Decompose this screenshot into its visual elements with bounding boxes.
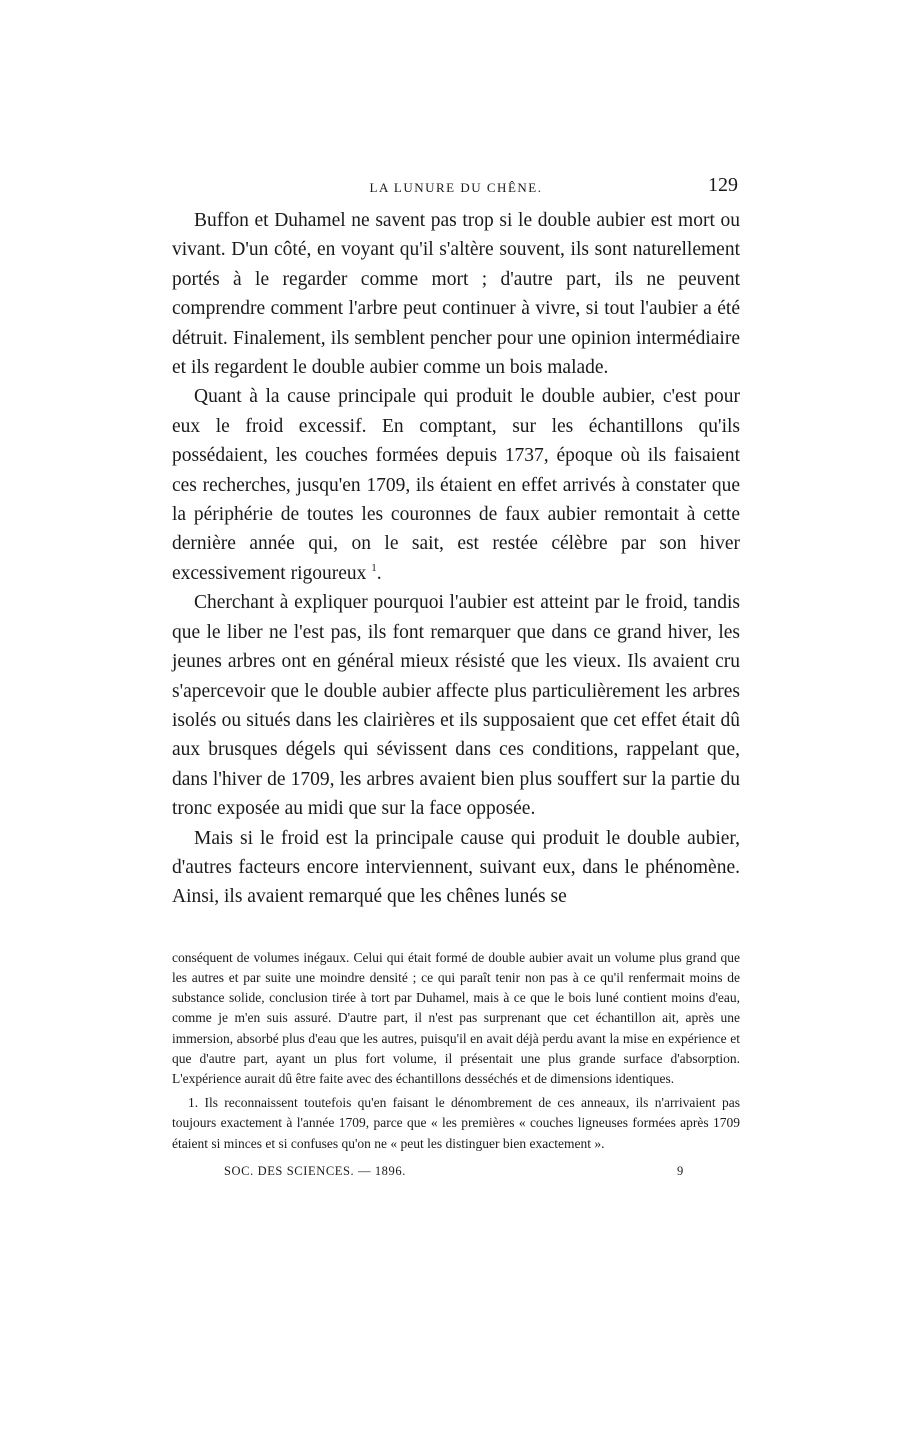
running-head: LA LUNURE DU CHÊNE. <box>369 180 543 195</box>
footnote-reference: 1 <box>371 561 377 574</box>
signature-line <box>172 1160 740 1186</box>
page-number: 129 <box>708 174 738 196</box>
signature-number: 9 <box>677 1163 684 1178</box>
paragraph-2 <box>172 382 740 588</box>
paragraph-1: Buffon et Duhamel ne savent pas trop si le double aubier est mort ou vivant. D'un côté, en voyant qu'il s'altère souvent, ils sont naturellement portés à le regarder comme mort ; d'autre part, ils ne peuvent comprendre comment l'arbre peut continuer à vivre, si tout l'aubier a été détruit. Finalement, ils semblent pencher pour une opinion intermédiaire et ils regardent le double aubier comme un bois malade. <box>172 210 740 379</box>
paragraph-3: Cherchant à expliquer pourquoi l'aubier est atteint par le froid, tandis que le liber ne l'est pas, ils font remarquer que dans ce grand hiver, les jeunes arbres ont en général mieux résisté que les vieux. Ils avaient cru s'apercevoir que le double aubier affecte plus particulièrement les arbres isolés ou situés dans les clairières et ils supposaient que cet effet était dû aux brusques dégels qui sévissent dans ces conditions, rappelant que, dans l'hiver de 1709, les arbres avaient bien plus souffert sur la partie du tronc exposée au midi que sur la face opposée. <box>172 592 740 820</box>
paragraph-4: Mais si le froid est la principale cause qui produit le double aubier, d'autres facteurs encore interviennent, suivant eux, dans le phénomène. Ainsi, ils avaient remarqué que les chênes lunés se <box>172 827 740 908</box>
page-header <box>172 170 740 206</box>
footnote-1: 1. Ils reconnaissent toutefois qu'en faisant le dénombrement de ces anneaux, ils n'arrivaient pas toujours exactement à l'année 1709, parce que « les premières « couches ligneuses formées après 1709 étaient si minces et si confuses qu'on ne « peut les distinguer bien exactement ». <box>172 1095 740 1151</box>
footnote-continued: conséquent de volumes inégaux. Celui qui était formé de double aubier avait un volume plus grand que les autres et par suite une moindre densité ; ce qui paraît tenir non pas à ce qu'il renfermait moins de substance solide, conclusion tirée à tort par Duhamel, mais à ce que le bois luné contient moins d'eau, comme je m'en suis assuré. D'autre part, il n'est pas surprenant que cet échantillon ait, après une immersion, absorbé plus d'eau que les autres, puisqu'il en avait déjà perdu avant la mise en expérience et que d'autre part, ayant un plus fort volume, il présentait une plus grande surface d'absorption. L'expérience aurait dû être faite avec des échantillons desséchés et de dimensions identiques. <box>172 949 740 1086</box>
document-page <box>172 170 740 1186</box>
footnote-reference-suffix: . <box>376 562 382 584</box>
footnotes <box>172 948 740 1154</box>
body-text <box>172 206 740 912</box>
paragraph-2-text: Quant à la cause principale qui produit le double aubier, c'est pour eux le froid excessif. En comptant, sur les échantillons qu'ils possédaient, les couches formées depuis 1737, époque où ils faisaient ces recherches, jusqu'en 1709, ils étaient en effet arrivés à constater que la périphérie de toutes les couronnes de faux aubier remontait à cette dernière année qui, on le sait, est restée célèbre par son hiver excessivement rigoureux <box>172 386 740 584</box>
signature-mark: SOC. DES SCIENCES. — 1896. <box>224 1163 406 1178</box>
